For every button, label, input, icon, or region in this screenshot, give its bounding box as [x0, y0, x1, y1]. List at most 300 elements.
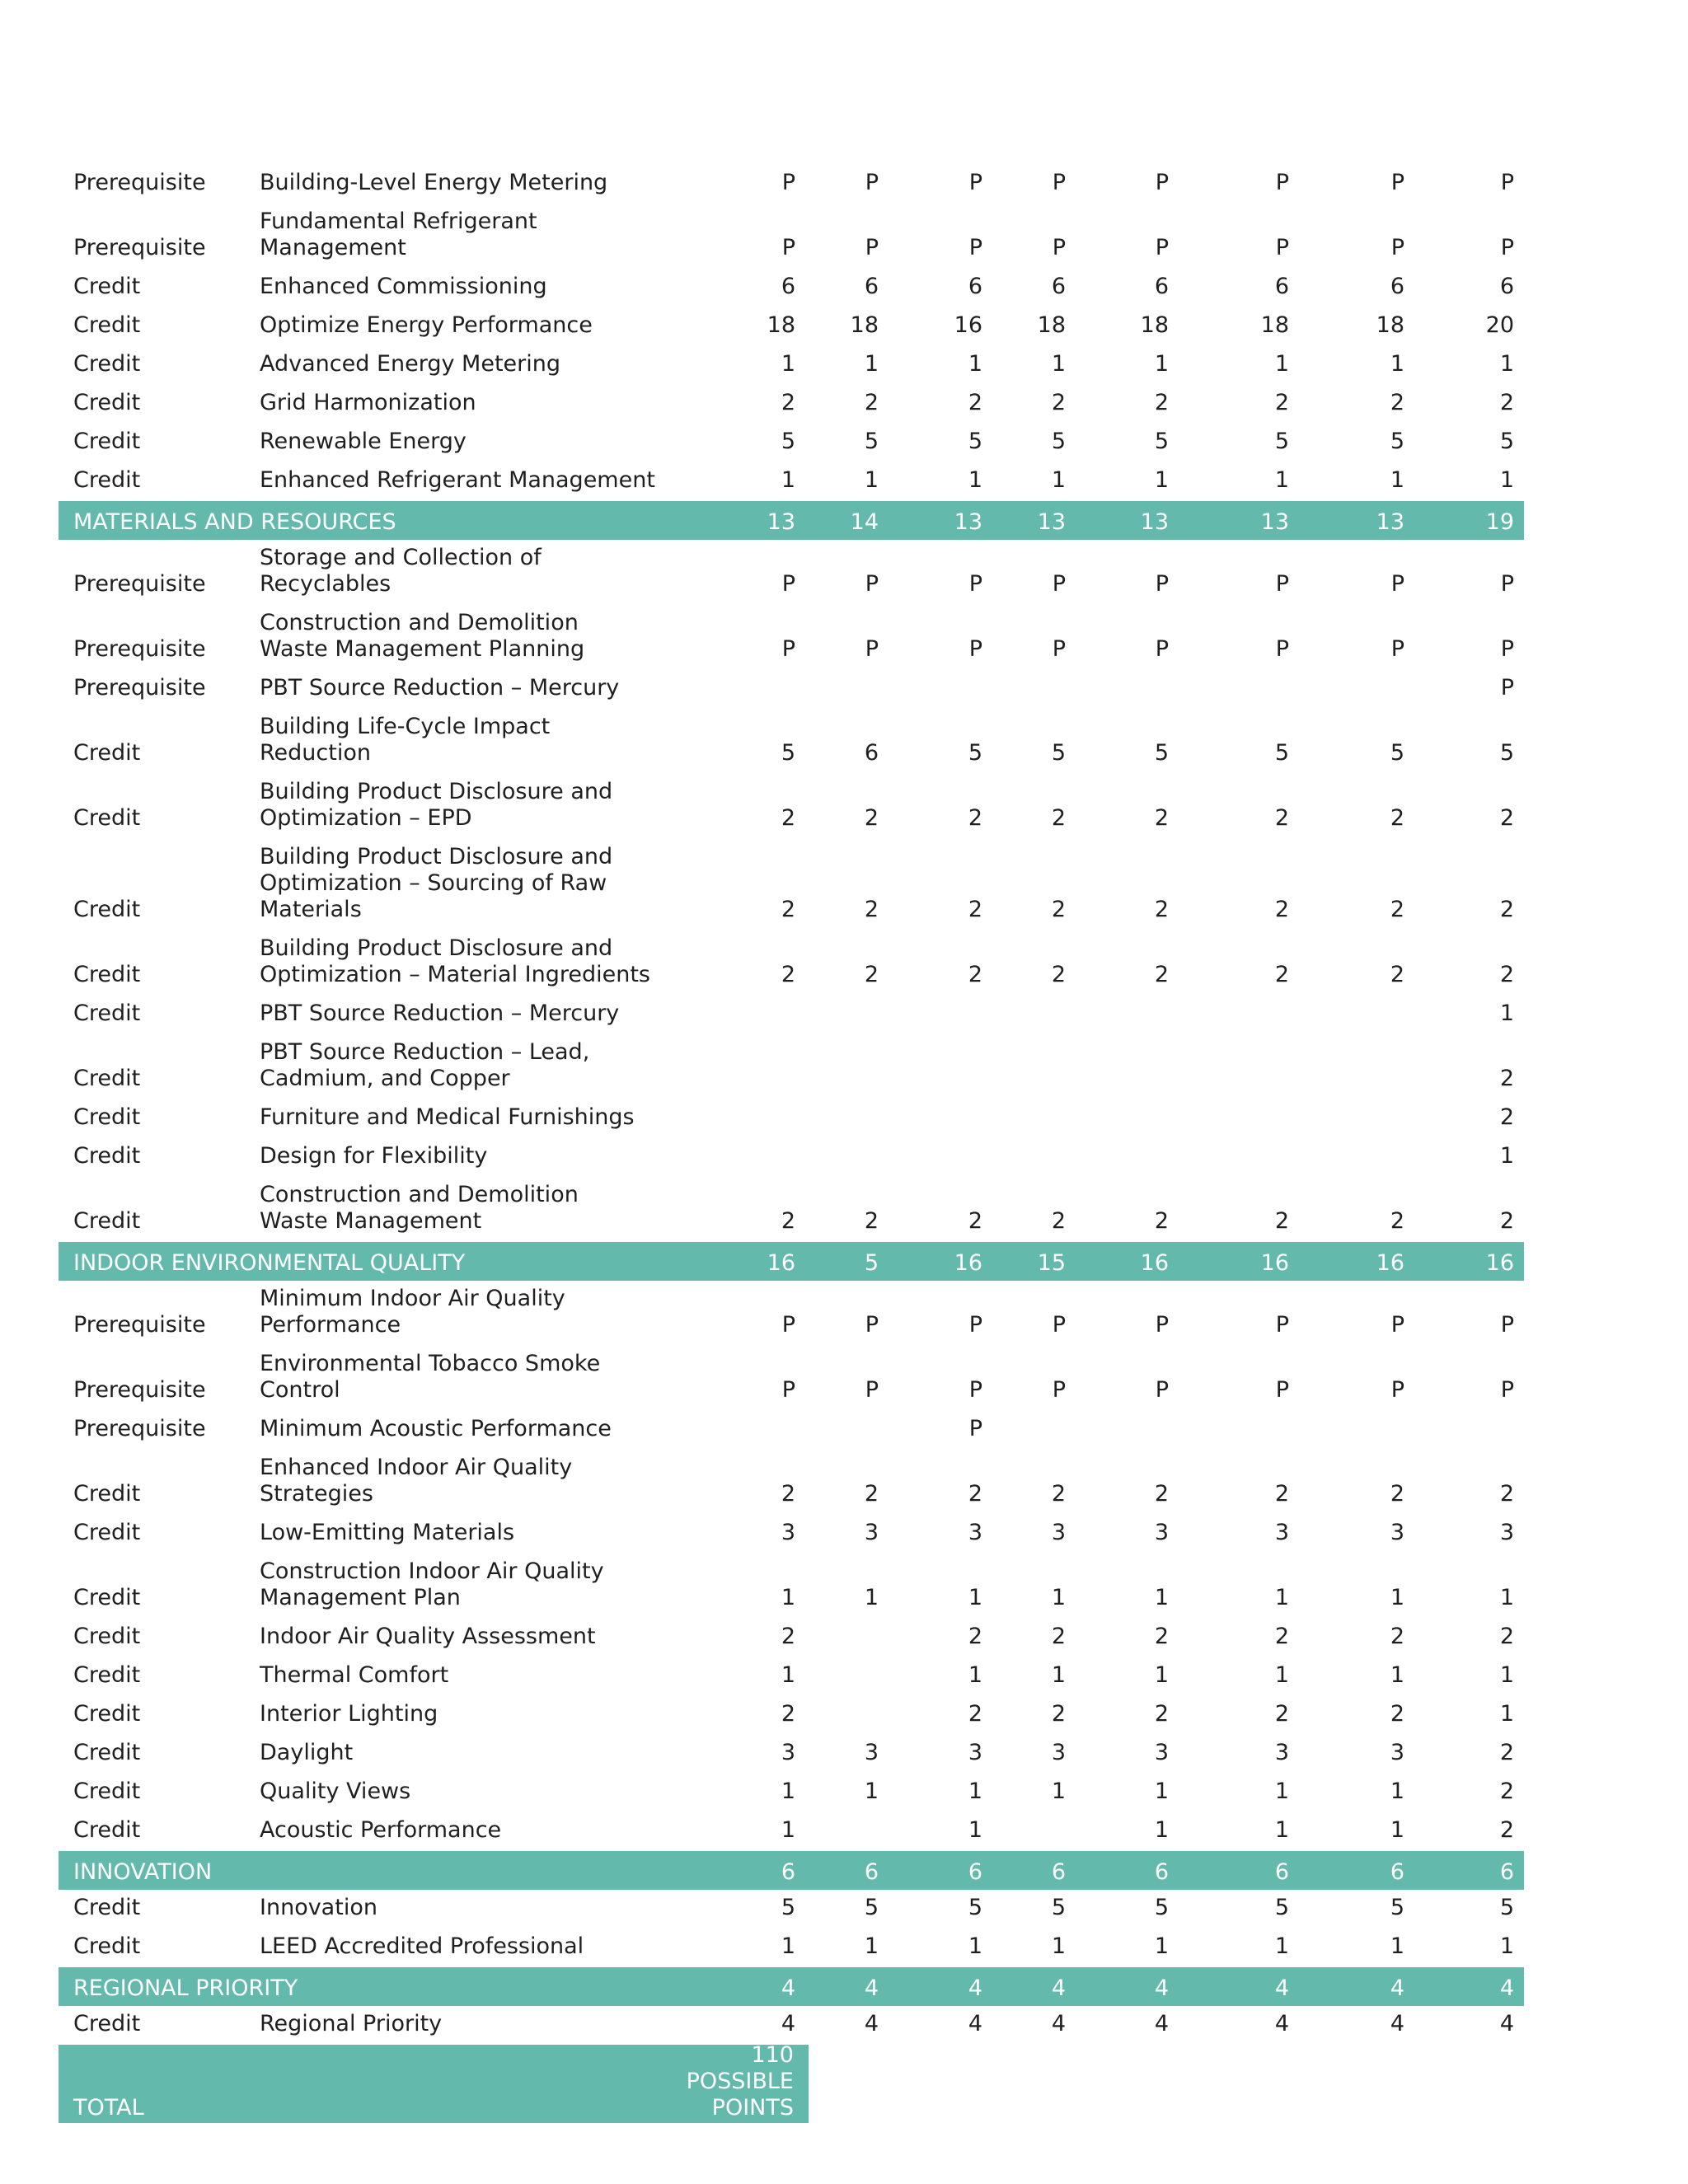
scorecard-table: [59, 165, 1524, 2123]
points-cell: 2: [781, 897, 795, 922]
section-title: INNOVATION: [73, 1859, 213, 1885]
points-cell: 4: [968, 2011, 982, 2036]
points-cell: 2: [864, 1481, 879, 1507]
row-name: PBT Source Reduction – Lead, Cadmium, and Copper: [260, 1039, 590, 1091]
row-name: Building-Level Energy Metering: [260, 170, 608, 195]
row-type: Prerequisite: [73, 571, 206, 597]
table-row: [59, 670, 1524, 709]
points-cell: P: [1500, 571, 1514, 597]
row-type: Prerequisite: [73, 636, 206, 662]
points-cell: P: [1052, 636, 1066, 662]
points-cell: 1: [1051, 1779, 1066, 1804]
points-cell: P: [781, 1312, 795, 1338]
points-cell: 3: [864, 1520, 879, 1545]
points-cell: 15: [1037, 1250, 1066, 1276]
points-cell: P: [968, 170, 982, 195]
row-name: Design for Flexibility: [260, 1143, 488, 1169]
points-cell: 1: [1499, 467, 1514, 493]
points-cell: 2: [1390, 962, 1404, 987]
points-cell: P: [865, 1312, 879, 1338]
points-cell: P: [968, 1312, 982, 1338]
points-cell: 1: [1390, 351, 1404, 377]
points-cell: 16: [1140, 1250, 1169, 1276]
points-cell: 5: [968, 429, 982, 454]
table-row: [59, 424, 1524, 462]
points-cell: P: [1155, 636, 1169, 662]
points-cell: 3: [1274, 1520, 1289, 1545]
points-cell: 2: [781, 1481, 795, 1507]
row-type: Prerequisite: [73, 1312, 206, 1338]
points-cell: 4: [1051, 2011, 1066, 2036]
points-cell: 1: [1274, 467, 1289, 493]
points-cell: 1: [1499, 1585, 1514, 1610]
points-cell: 2: [1499, 897, 1514, 922]
table-row: [59, 385, 1524, 424]
row-name: Enhanced Refrigerant Management: [260, 467, 655, 493]
points-cell: P: [1390, 235, 1404, 260]
points-cell: 1: [1390, 1817, 1404, 1843]
row-name: PBT Source Reduction – Mercury: [260, 1001, 620, 1026]
points-cell: P: [1275, 170, 1289, 195]
points-cell: 3: [1390, 1740, 1404, 1765]
points-cell: 4: [781, 1975, 795, 2001]
table-row: [59, 269, 1524, 307]
points-cell: 6: [1051, 1859, 1066, 1885]
points-cell: 2: [1274, 805, 1289, 831]
points-cell: 5: [864, 1250, 879, 1276]
row-name: Grid Harmonization: [260, 390, 476, 415]
points-cell: P: [1052, 1312, 1066, 1338]
row-name: Construction and Demolition Waste Management Planning: [260, 610, 585, 662]
row-name: Storage and Collection of Recyclables: [260, 545, 542, 597]
points-cell: P: [1052, 571, 1066, 597]
points-cell: 2: [1390, 1701, 1404, 1727]
points-cell: P: [1052, 235, 1066, 260]
points-cell: 16: [1260, 1250, 1289, 1276]
points-cell: 2: [1390, 1481, 1404, 1507]
points-cell: 6: [1051, 274, 1066, 299]
points-cell: 18: [1140, 312, 1169, 338]
table-row: [59, 839, 1524, 930]
points-cell: 1: [781, 1662, 795, 1688]
row-name: Low-Emitting Materials: [260, 1520, 515, 1545]
row-name: Fundamental Refrigerant Management: [260, 209, 537, 260]
points-cell: P: [1275, 571, 1289, 597]
points-cell: P: [1390, 571, 1404, 597]
points-cell: 2: [1499, 1481, 1514, 1507]
row-name: Building Product Disclosure and Optimization – Material Ingredients: [260, 935, 651, 987]
row-name: Enhanced Commissioning: [260, 274, 547, 299]
points-cell: 6: [1390, 1859, 1404, 1885]
points-cell: 6: [864, 740, 879, 766]
table-row: [59, 1281, 1524, 1346]
table-row: [59, 1774, 1524, 1812]
points-cell: 2: [864, 805, 879, 831]
points-cell: 1: [1499, 351, 1514, 377]
points-cell: 1: [1499, 1143, 1514, 1169]
points-cell: 1: [1154, 1585, 1169, 1610]
points-cell: 1: [1274, 1933, 1289, 1959]
points-cell: 5: [1154, 429, 1169, 454]
points-cell: 2: [864, 897, 879, 922]
row-type: Prerequisite: [73, 235, 206, 260]
points-cell: 2: [968, 1624, 982, 1649]
table-row: [59, 1177, 1524, 1242]
points-cell: 1: [864, 1779, 879, 1804]
points-cell: 1: [864, 351, 879, 377]
points-cell: 1: [1499, 1662, 1514, 1688]
section-header-row: [59, 1242, 1524, 1281]
points-cell: 5: [1499, 429, 1514, 454]
table-row: [59, 774, 1524, 839]
table-row: [59, 1696, 1524, 1735]
row-type: Credit: [73, 1481, 141, 1507]
row-name: Enhanced Indoor Air Quality Strategies: [260, 1455, 573, 1507]
row-type: Prerequisite: [73, 1377, 206, 1403]
table-row: [59, 1346, 1524, 1411]
points-cell: P: [865, 235, 879, 260]
points-cell: 4: [1390, 2011, 1404, 2036]
row-type: Credit: [73, 1104, 141, 1130]
table-row: [59, 1619, 1524, 1657]
points-cell: 2: [1499, 1104, 1514, 1130]
points-cell: 3: [1154, 1520, 1169, 1545]
row-type: Credit: [73, 1740, 141, 1765]
points-cell: P: [781, 235, 795, 260]
row-type: Prerequisite: [73, 170, 206, 195]
points-cell: 1: [1390, 1662, 1404, 1688]
points-cell: P: [1155, 1377, 1169, 1403]
points-cell: 1: [968, 1585, 982, 1610]
row-type: Credit: [73, 1933, 141, 1959]
points-cell: 5: [781, 429, 795, 454]
points-cell: 2: [1154, 390, 1169, 415]
table-row: [59, 2006, 1524, 2045]
points-cell: 6: [968, 274, 982, 299]
row-type: Credit: [73, 390, 141, 415]
row-type: Credit: [73, 1520, 141, 1545]
points-cell: 16: [1485, 1250, 1514, 1276]
points-cell: 1: [1499, 1701, 1514, 1727]
points-cell: 6: [1499, 274, 1514, 299]
points-cell: 2: [968, 962, 982, 987]
points-cell: 2: [968, 897, 982, 922]
table-row: [59, 540, 1524, 605]
points-cell: 6: [1274, 1859, 1289, 1885]
points-cell: 3: [1390, 1520, 1404, 1545]
points-cell: 2: [781, 805, 795, 831]
table-row: [59, 204, 1524, 269]
points-cell: 4: [781, 2011, 795, 2036]
points-cell: 1: [781, 1817, 795, 1843]
points-cell: 1: [968, 1933, 982, 1959]
points-cell: 2: [1390, 390, 1404, 415]
row-name: Environmental Tobacco Smoke Control: [260, 1351, 601, 1403]
row-type: Credit: [73, 312, 141, 338]
table-row: [59, 462, 1524, 501]
points-cell: 2: [1499, 1740, 1514, 1765]
row-name: Building Product Disclosure and Optimization – EPD: [260, 779, 613, 831]
points-cell: P: [1155, 1312, 1169, 1338]
table-row: [59, 605, 1524, 670]
points-cell: 4: [968, 1975, 982, 2001]
points-cell: 6: [781, 1859, 795, 1885]
points-cell: 1: [968, 351, 982, 377]
row-type: Credit: [73, 1001, 141, 1026]
points-cell: 20: [1485, 312, 1514, 338]
table-row: [59, 1515, 1524, 1554]
points-cell: 1: [1499, 1933, 1514, 1959]
points-cell: 1: [1390, 467, 1404, 493]
points-cell: 13: [1260, 509, 1289, 535]
points-cell: 6: [1154, 274, 1169, 299]
row-type: Credit: [73, 1895, 141, 1920]
row-type: Credit: [73, 274, 141, 299]
points-cell: P: [1390, 1312, 1404, 1338]
points-cell: 4: [1051, 1975, 1066, 2001]
row-name: Interior Lighting: [260, 1701, 438, 1727]
points-cell: 4: [1274, 2011, 1289, 2036]
points-cell: 4: [1274, 1975, 1289, 2001]
table-row: [59, 1929, 1524, 1967]
points-cell: P: [968, 1416, 982, 1441]
points-cell: 3: [1274, 1740, 1289, 1765]
table-row: [59, 1812, 1524, 1851]
points-cell: P: [1500, 1312, 1514, 1338]
points-cell: 13: [1037, 509, 1066, 535]
points-cell: P: [1500, 235, 1514, 260]
points-cell: P: [1275, 235, 1289, 260]
points-cell: 2: [1390, 897, 1404, 922]
points-cell: 2: [1154, 1624, 1169, 1649]
points-cell: 1: [1154, 351, 1169, 377]
points-cell: 3: [968, 1740, 982, 1765]
points-cell: 1: [1390, 1933, 1404, 1959]
points-cell: 5: [1154, 1895, 1169, 1920]
row-type: Credit: [73, 1779, 141, 1804]
points-cell: P: [1155, 571, 1169, 597]
points-cell: 2: [1051, 962, 1066, 987]
row-name: Acoustic Performance: [260, 1817, 502, 1843]
row-name: Advanced Energy Metering: [260, 351, 561, 377]
points-cell: 2: [968, 390, 982, 415]
points-cell: 2: [1499, 1817, 1514, 1843]
points-cell: 1: [781, 1933, 795, 1959]
points-cell: 3: [781, 1740, 795, 1765]
row-type: Credit: [73, 1143, 141, 1169]
points-cell: P: [1052, 170, 1066, 195]
points-cell: 2: [781, 390, 795, 415]
points-cell: 3: [1154, 1740, 1169, 1765]
points-cell: 16: [767, 1250, 795, 1276]
points-cell: P: [865, 170, 879, 195]
points-cell: P: [1155, 235, 1169, 260]
points-cell: 4: [864, 1975, 879, 2001]
points-cell: 5: [1499, 1895, 1514, 1920]
points-cell: 4: [1499, 2011, 1514, 2036]
points-cell: 2: [1154, 962, 1169, 987]
points-cell: 2: [1274, 1624, 1289, 1649]
points-cell: 2: [1499, 1624, 1514, 1649]
points-cell: 2: [968, 805, 982, 831]
row-type: Credit: [73, 1208, 141, 1234]
points-cell: 3: [968, 1520, 982, 1545]
table-row: [59, 346, 1524, 385]
points-cell: 1: [1390, 1779, 1404, 1804]
section-header-row: [59, 1967, 1524, 2006]
points-cell: 5: [1390, 429, 1404, 454]
points-cell: 18: [1260, 312, 1289, 338]
points-cell: 2: [1051, 897, 1066, 922]
points-cell: 5: [864, 429, 879, 454]
points-cell: 1: [1051, 351, 1066, 377]
points-cell: 5: [1390, 1895, 1404, 1920]
row-name: Minimum Acoustic Performance: [260, 1416, 612, 1441]
points-cell: 3: [1051, 1520, 1066, 1545]
points-cell: P: [1155, 170, 1169, 195]
row-name: Thermal Comfort: [260, 1662, 449, 1688]
points-cell: P: [865, 636, 879, 662]
points-cell: 2: [1274, 897, 1289, 922]
points-cell: 1: [864, 467, 879, 493]
points-cell: 14: [850, 509, 879, 535]
section-title: INDOOR ENVIRONMENTAL QUALITY: [73, 1250, 466, 1276]
row-type: Prerequisite: [73, 1416, 206, 1441]
points-cell: 3: [781, 1520, 795, 1545]
row-type: Credit: [73, 805, 141, 831]
points-cell: 1: [968, 1662, 982, 1688]
row-type: Credit: [73, 897, 141, 922]
points-cell: 6: [864, 1859, 879, 1885]
points-cell: P: [865, 1377, 879, 1403]
total-points: 110 POSSIBLE POINTS: [686, 2042, 794, 2121]
row-name: Innovation: [260, 1895, 377, 1920]
table-row: [59, 1890, 1524, 1929]
points-cell: 1: [968, 1817, 982, 1843]
points-cell: P: [968, 571, 982, 597]
points-cell: 19: [1485, 509, 1514, 535]
points-cell: 3: [1051, 1740, 1066, 1765]
row-type: Credit: [73, 962, 141, 987]
points-cell: 6: [1390, 274, 1404, 299]
points-cell: 2: [1051, 805, 1066, 831]
row-type: Credit: [73, 467, 141, 493]
points-cell: 13: [767, 509, 795, 535]
row-name: Building Life-Cycle Impact Reduction: [260, 714, 551, 766]
points-cell: 2: [1154, 1481, 1169, 1507]
points-cell: 6: [1274, 274, 1289, 299]
points-cell: 5: [1274, 1895, 1289, 1920]
total-label: TOTAL: [73, 2095, 144, 2121]
points-cell: 18: [767, 312, 795, 338]
points-cell: 1: [1154, 1817, 1169, 1843]
points-cell: 1: [1051, 1933, 1066, 1959]
table-row: [59, 1735, 1524, 1774]
points-cell: 2: [1499, 1779, 1514, 1804]
points-cell: 4: [1154, 1975, 1169, 2001]
total-row: [59, 2042, 809, 2123]
row-name: Renewable Energy: [260, 429, 467, 454]
points-cell: P: [1390, 1377, 1404, 1403]
points-cell: 1: [864, 1933, 879, 1959]
points-cell: 2: [1051, 390, 1066, 415]
points-cell: P: [781, 636, 795, 662]
points-cell: 5: [1154, 740, 1169, 766]
table-row: [59, 165, 1524, 204]
points-cell: P: [1500, 636, 1514, 662]
points-cell: 13: [1140, 509, 1169, 535]
points-cell: 5: [1051, 429, 1066, 454]
row-name: PBT Source Reduction – Mercury: [260, 675, 620, 701]
table-row: [59, 930, 1524, 996]
table-row: [59, 709, 1524, 774]
points-cell: P: [1275, 1312, 1289, 1338]
table-row: [59, 1034, 1524, 1099]
points-cell: 2: [968, 1208, 982, 1234]
points-cell: P: [1500, 675, 1514, 701]
points-cell: 6: [781, 274, 795, 299]
points-cell: 4: [1154, 2011, 1169, 2036]
points-cell: 5: [1051, 1895, 1066, 1920]
points-cell: 2: [864, 1208, 879, 1234]
points-cell: 1: [1274, 1662, 1289, 1688]
points-cell: 5: [781, 740, 795, 766]
points-cell: 3: [1499, 1520, 1514, 1545]
points-cell: 18: [1376, 312, 1404, 338]
points-cell: P: [781, 170, 795, 195]
points-cell: P: [781, 571, 795, 597]
points-cell: 16: [954, 312, 982, 338]
points-cell: P: [1275, 1377, 1289, 1403]
points-cell: 5: [781, 1895, 795, 1920]
table-row: [59, 1099, 1524, 1138]
points-cell: 5: [1274, 429, 1289, 454]
points-cell: 1: [781, 1779, 795, 1804]
points-cell: 2: [864, 390, 879, 415]
points-cell: 5: [1499, 740, 1514, 766]
row-name: Building Product Disclosure and Optimization – Sourcing of Raw Materials: [260, 844, 613, 922]
points-cell: 2: [1154, 1208, 1169, 1234]
row-name: Optimize Energy Performance: [260, 312, 593, 338]
row-name: Indoor Air Quality Assessment: [260, 1624, 596, 1649]
points-cell: 6: [864, 274, 879, 299]
points-cell: 2: [1154, 805, 1169, 831]
points-cell: 5: [864, 1895, 879, 1920]
points-cell: 1: [1499, 1001, 1514, 1026]
points-cell: 2: [781, 1208, 795, 1234]
points-cell: 1: [1274, 1585, 1289, 1610]
points-cell: P: [1390, 636, 1404, 662]
points-cell: 2: [1154, 897, 1169, 922]
points-cell: 1: [781, 467, 795, 493]
table-row: [59, 307, 1524, 346]
points-cell: 1: [1051, 1585, 1066, 1610]
points-cell: 16: [1376, 1250, 1404, 1276]
points-cell: 1: [968, 467, 982, 493]
points-cell: 1: [1051, 467, 1066, 493]
points-cell: 2: [1051, 1208, 1066, 1234]
points-cell: 5: [1390, 740, 1404, 766]
points-cell: 4: [1390, 1975, 1404, 2001]
points-cell: P: [1500, 170, 1514, 195]
points-cell: 6: [968, 1859, 982, 1885]
points-cell: 2: [1274, 1208, 1289, 1234]
table-row: [59, 1554, 1524, 1619]
points-cell: 2: [781, 962, 795, 987]
section-title: MATERIALS AND RESOURCES: [73, 509, 396, 535]
table-row: [59, 1138, 1524, 1177]
row-type: Credit: [73, 1066, 141, 1091]
